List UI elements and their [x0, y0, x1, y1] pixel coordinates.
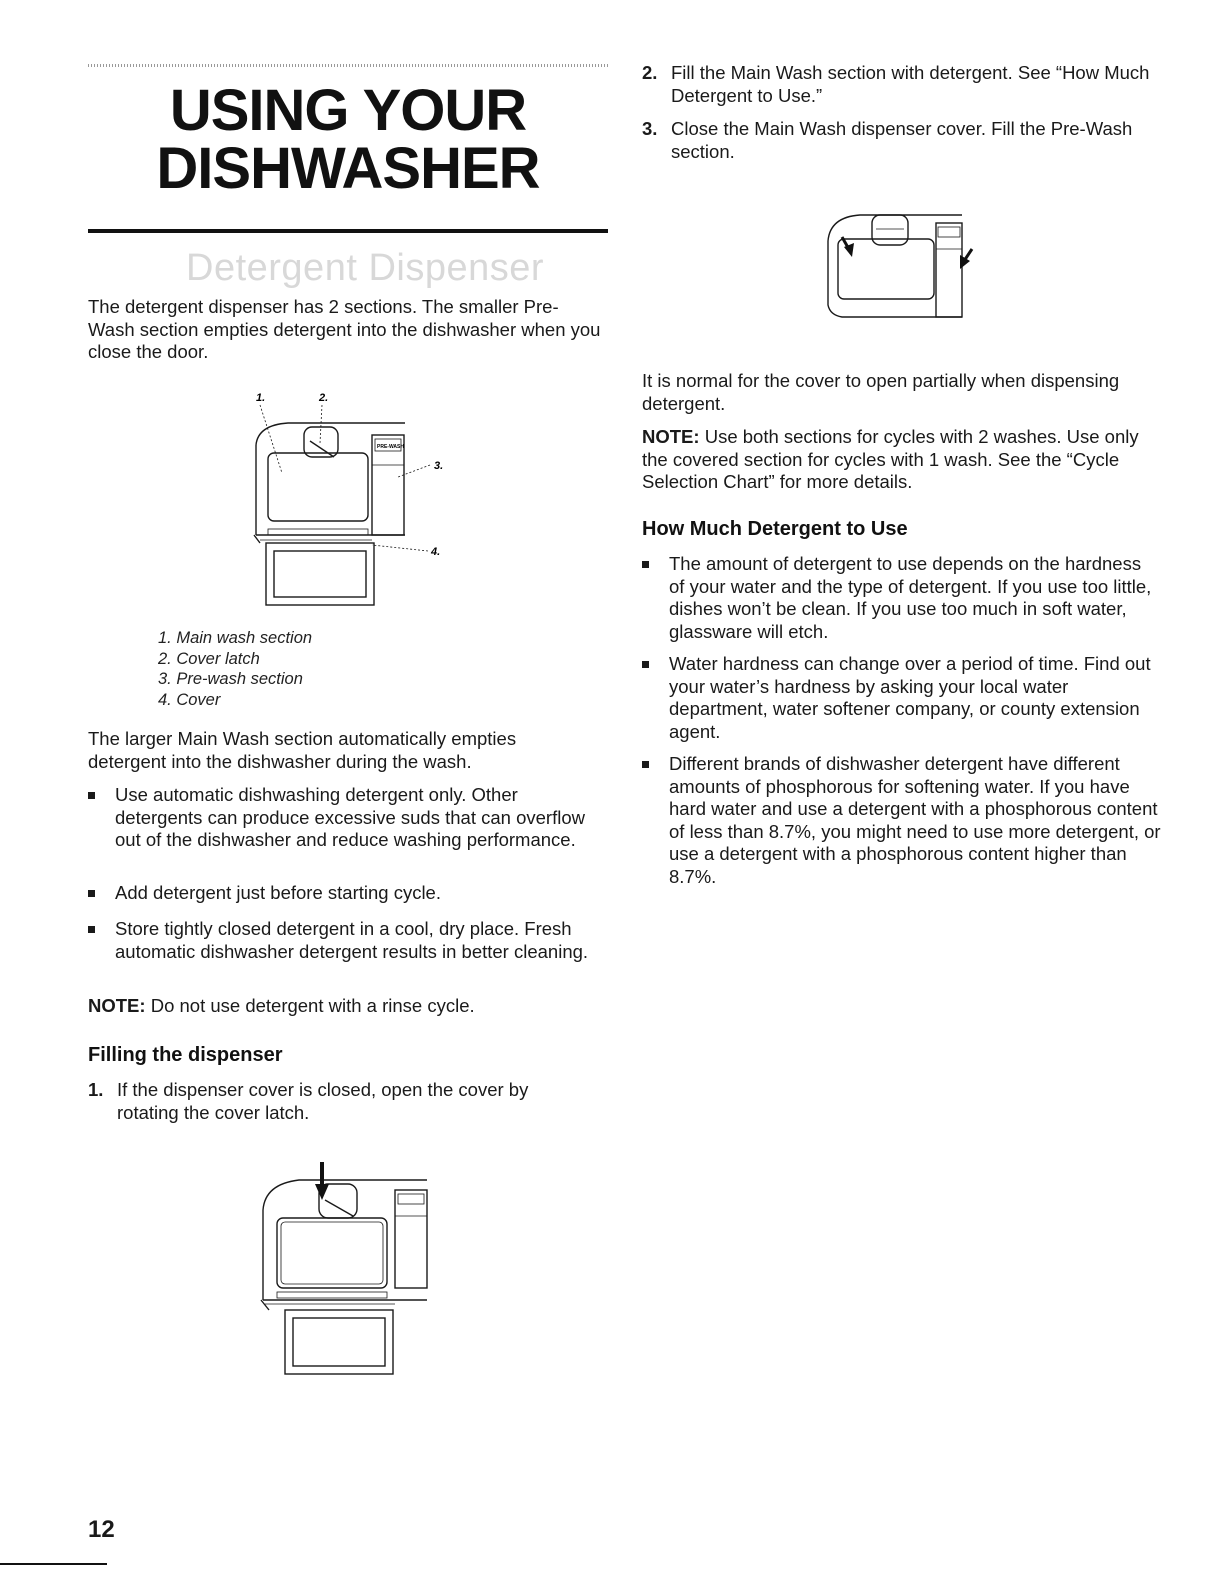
step-text: Close the Main Wash dispenser cover. Fill the Pre-Wash section. [671, 118, 1133, 162]
page-title [88, 78, 608, 201]
caption-list [158, 628, 418, 710]
title-divider [88, 229, 608, 233]
normal-dispense-paragraph: It is normal for the cover to open partially when dispensing detergent. [642, 370, 1120, 414]
callout-2: 2. [319, 392, 329, 404]
bullet-icon [88, 792, 95, 799]
bullet-icon [88, 926, 95, 933]
dispenser-diagram [240, 385, 450, 615]
list-item [88, 882, 603, 906]
pre-wash-panel-label: PRE-WASH [377, 444, 404, 450]
callout-1: 1. [256, 392, 266, 404]
note-text: Do not use detergent with a rinse cycle. [150, 995, 475, 1016]
callout-3: 3. [434, 460, 444, 472]
list-item-text: Store tightly closed detergent in a cool, dry place. Fresh automatic dishwasher detergent results in better cleaning. [115, 918, 589, 962]
list-item [642, 653, 1162, 745]
step-1 [88, 1079, 603, 1125]
note-cycles [642, 426, 1162, 494]
caption-item: 4. Cover [158, 690, 221, 709]
page-number: 12 [88, 1516, 115, 1543]
step-text: If the dispenser cover is closed, open the cover by rotating the cover latch. [117, 1079, 529, 1123]
list-item-text: Use automatic dishwashing detergent only. Other detergents can produce excessive suds that can overflow out of the dishwasher and reduce washing performance. [115, 784, 585, 850]
main-wash-paragraph: The larger Main Wash section automatically empties detergent into the dishwasher during the wash. [88, 728, 517, 772]
callout-4: 4. [431, 546, 441, 558]
page-title-line-1: USING YOUR [169, 78, 527, 143]
bullet-icon [642, 761, 649, 768]
list-item [642, 553, 1162, 645]
footer-rule [0, 1563, 107, 1565]
list-item [88, 918, 603, 986]
caption-item: 3. Pre-wash section [158, 670, 303, 688]
bullet-icon [88, 890, 95, 897]
list-item-text: Water hardness can change over a period of time. Find out your water’s hardness by asking your local water department, water softener company, or county extension agent. [669, 653, 1151, 742]
list-item-text: Different brands of dishwasher detergent have different amounts of phosphorous for softening water. If you have hard water and use a detergent with a phosphorous content of less than 8.7%, you might need to use more detergent, or use a detergent with a phosphorous content higher than 8.7%. [669, 753, 1161, 887]
bullet-icon [642, 661, 649, 668]
step-number: 3. [642, 118, 658, 139]
step-number: 1. [88, 1079, 104, 1100]
note-rinse [88, 995, 603, 1018]
note-text: Use both sections for cycles with 2 washes. Use only the covered section for cycles with 1 wash. See the “Cycle Selection Chart” for more details. [642, 426, 1139, 492]
step-number: 2. [642, 62, 658, 83]
note-label: NOTE: [642, 426, 700, 447]
closed-cover-diagram [820, 205, 980, 325]
step-3 [642, 118, 1162, 164]
step-2 [642, 62, 1162, 108]
step-text: Fill the Main Wash section with detergent. See “How Much Detergent to Use.” [671, 62, 1150, 106]
list-item [642, 753, 1162, 893]
note-label: NOTE: [88, 995, 146, 1016]
open-cover-diagram [255, 1160, 435, 1380]
section-heading: Detergent Dispenser [186, 247, 545, 289]
list-item [88, 784, 603, 874]
intro-paragraph: The detergent dispenser has 2 sections. The smaller Pre-Wash section empties detergent into the dishwasher when you close the door. [88, 296, 601, 362]
header-dotted-rule [88, 64, 608, 67]
caption-item: 1. Main wash section [158, 629, 313, 647]
list-item-text: The amount of detergent to use depends on the hardness of your water and the type of detergent. If you use too little, dishes won’t be clean. If you use too much in soft water, glassware will etch. [669, 553, 1152, 642]
caption-item: 2. Cover latch [158, 649, 260, 668]
list-item-text: Add detergent just before starting cycle. [115, 882, 441, 903]
page-title-line-2: DISHWASHER [156, 136, 540, 201]
bullet-icon [642, 561, 649, 568]
filling-heading: Filling the dispenser [88, 1044, 283, 1066]
how-much-heading: How Much Detergent to Use [642, 518, 908, 540]
